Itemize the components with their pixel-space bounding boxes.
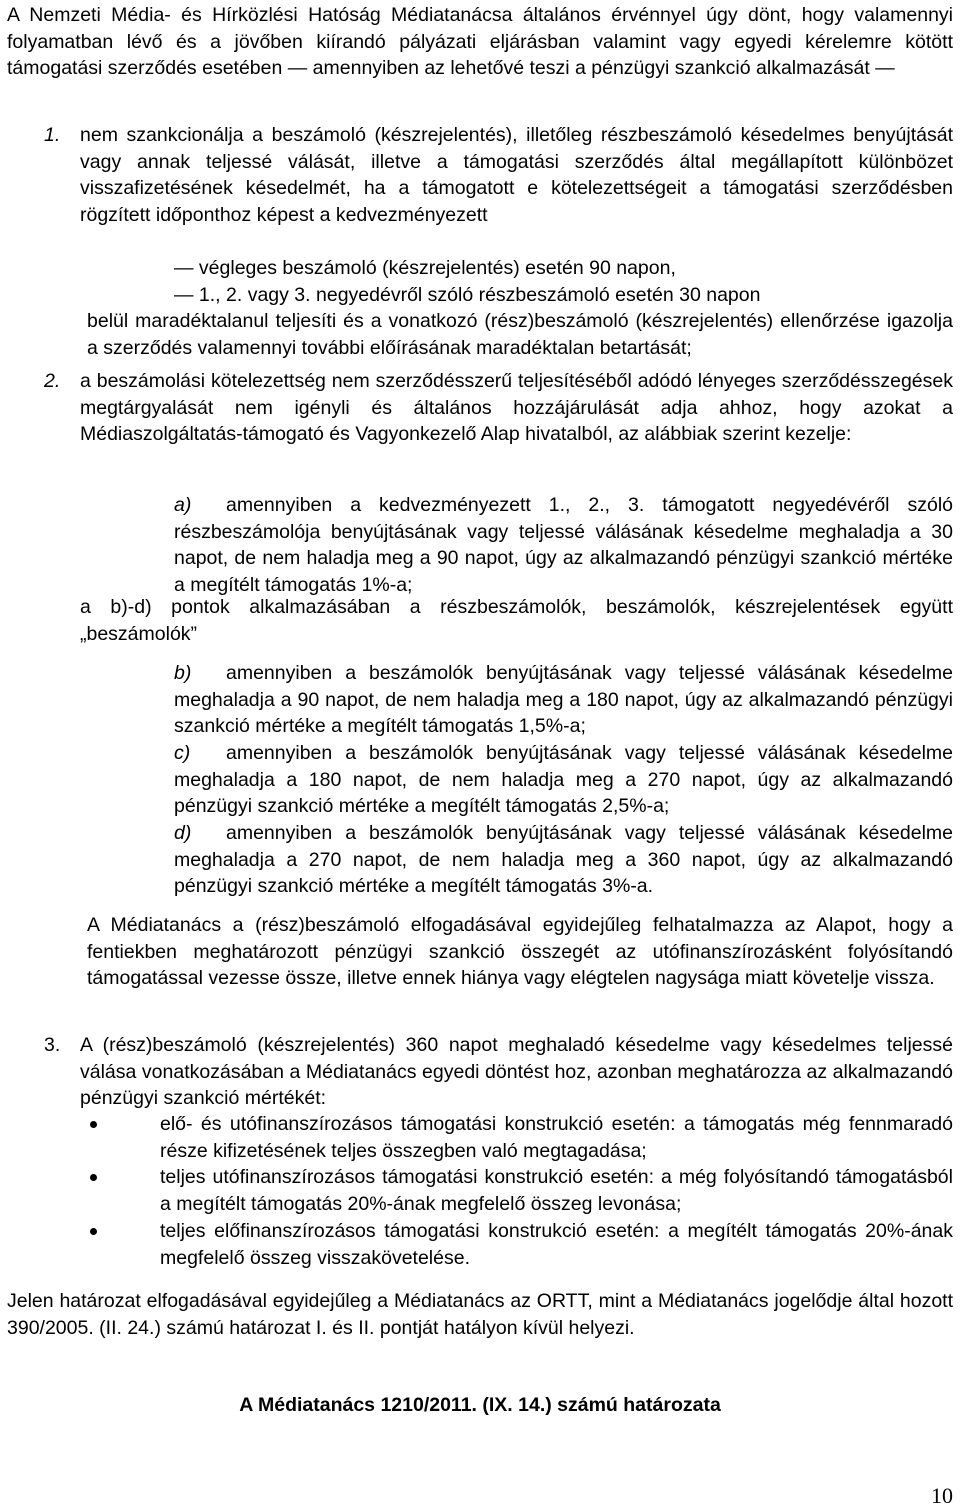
bullet-icon bbox=[90, 1228, 97, 1235]
item3-bullet-2: teljes utófinanszírozásos támogatási konstrukció esetén: a még folyósítandó támogatásból a megítélt támogatás 20%-ának megfelelő összeg levonása; bbox=[160, 1166, 953, 1215]
dash-mark: — bbox=[174, 284, 199, 306]
item2-c-text: amennyiben a beszámolók benyújtásának vagy teljessé válásának késedelme meghaladja a 180 napot, de nem haladja meg a 270 napot, úgy az alkalmazandó pénzügyi szankció mértéke a megítélt támogatás 2,5%-a; bbox=[174, 742, 953, 818]
item3-bullet-1: elő- és utófinanszírozásos támogatási konstrukció esetén: a támogatás még fennmaradó része kifizetésének teljes összegben való megtagadása; bbox=[160, 1113, 953, 1162]
item1-rest: belül maradéktalanul teljesíti és a vonatkozó (rész)beszámoló (készrejelentés) ellenőrzése igazolja a szerződés valamennyi további előírásának maradéktalan betartását; bbox=[87, 310, 953, 359]
item2-b-label: b) bbox=[174, 662, 192, 684]
item3-text: A (rész)beszámoló (készrejelentés) 360 napot meghaladó késedelme vagy késedelmes teljessé válása vonatkozásában a Médiatanács egyedi döntést hoz, azonban meghatározza az alkalmazandó pénzügyi szankció mértékét: bbox=[80, 1034, 953, 1110]
item1-number: 1. bbox=[44, 124, 61, 146]
item1-dash2-text: negyedévről szóló részbeszámoló esetén 30 napon bbox=[316, 284, 761, 306]
item2-c-label: c) bbox=[174, 742, 191, 764]
intro-paragraph: A Nemzeti Média- és Hírközlési Hatóság Médiatanácsa általános érvénnyel úgy dönt, hogy valamennyi folyamatban lévő és a jövőben kiírandó pályázati eljárásban valamint vagy egyedi kérelemre kötött támogatási szerződés esetében — amennyiben az lehetővé teszi a pénzügyi szankció alkalmazását — bbox=[7, 4, 953, 80]
dash-mark: — bbox=[174, 257, 199, 279]
page-number: 10 bbox=[931, 1483, 953, 1508]
item2-closing: A Médiatanács a (rész)beszámoló elfogadásával egyidejűleg felhatalmazza az Alapot, hogy a fentiekben meghatározott pénzügyi szankció összegét az utófinanszírozásként folyósítandó támogatással vezesse össze, illetve ennek hiánya vagy elégtelen nagysága miatt követelje vissza. bbox=[87, 914, 953, 990]
bullet-icon bbox=[90, 1174, 97, 1181]
footer-title: A Médiatanács 1210/2011. (IX. 14.) számú határozata bbox=[239, 1394, 721, 1416]
item1-dash1 bbox=[174, 255, 676, 282]
item3-bullet-3: teljes előfinanszírozásos támogatási konstrukció esetén: a megítélt támogatás 20%-ának megfelelő összeg visszakövetelése. bbox=[160, 1220, 953, 1269]
item2-a-label: a) bbox=[174, 494, 192, 516]
item2-text: a beszámolási kötelezettség nem szerződésszerű teljesítéséből adódó lényeges szerződésszegések megtárgyalását nem igényli és általános hozzájárulását adja ahhoz, hogy azokat a Médiaszolgáltatás-támogató és Vagyonkezelő Alap hivatalból, az alábbiak szerint kezelje: bbox=[80, 370, 953, 446]
item1-dash2 bbox=[174, 282, 760, 309]
final-paragraph: Jelen határozat elfogadásával egyidejűleg a Médiatanács az ORTT, mint a Médiatanács jogelődje által hozott 390/2005. (II. 24.) számú határozat I. és II. pontját hatályon kívül helyezi. bbox=[7, 1290, 953, 1339]
item2-number: 2. bbox=[44, 370, 61, 392]
item1-dash1-text: végleges beszámoló (készrejelentés) esetén 90 napon, bbox=[198, 257, 676, 279]
item3-number: 3. bbox=[44, 1034, 61, 1056]
item2-b-text: amennyiben a beszámolók benyújtásának vagy teljessé válásának késedelme meghaladja a 90 napot, de nem haladja meg a 180 napot, úgy az alkalmazandó pénzügyi szankció mértéke a megítélt támogatás 1,5%-a; bbox=[174, 662, 953, 738]
bullet-icon bbox=[90, 1121, 97, 1128]
item2-a-text: amennyiben a kedvezményezett 1., 2., 3. támogatott negyedévéről szóló részbeszámolója benyújtásának vagy teljessé válásának késedelme meghaladja a 30 napot, de nem haladja meg a 90 napot, úgy az alkalmazandó pénzügyi szankció mértéke a megítélt támogatás 1%-a; bbox=[174, 494, 953, 596]
item2-d-label: d) bbox=[174, 822, 192, 844]
item1-dash2-periods: 1., 2. vagy 3. bbox=[198, 284, 311, 306]
item1-text: nem szankcionálja a beszámoló (készrejelentés), illetőleg részbeszámoló késedelmes benyújtását vagy annak teljessé válását, illetve a támogatási szerződés által megállapított különbözet visszafizetésének késedelmét, ha a támogatott e kötelezettségeit a támogatási szerződésben rögzített időponthoz képest a kedvezményezett bbox=[80, 124, 953, 226]
item2-note: a b)-d) pontok alkalmazásában a részbeszámolók, beszámolók, készrejelentések együtt „beszámolók” bbox=[80, 596, 953, 645]
item2-d-text: amennyiben a beszámolók benyújtásának vagy teljessé válásának késedelme meghaladja a 270 napot, de nem haladja meg a 360 napot, úgy az alkalmazandó pénzügyi szankció mértéke a megítélt támogatás 3%-a. bbox=[174, 822, 953, 898]
